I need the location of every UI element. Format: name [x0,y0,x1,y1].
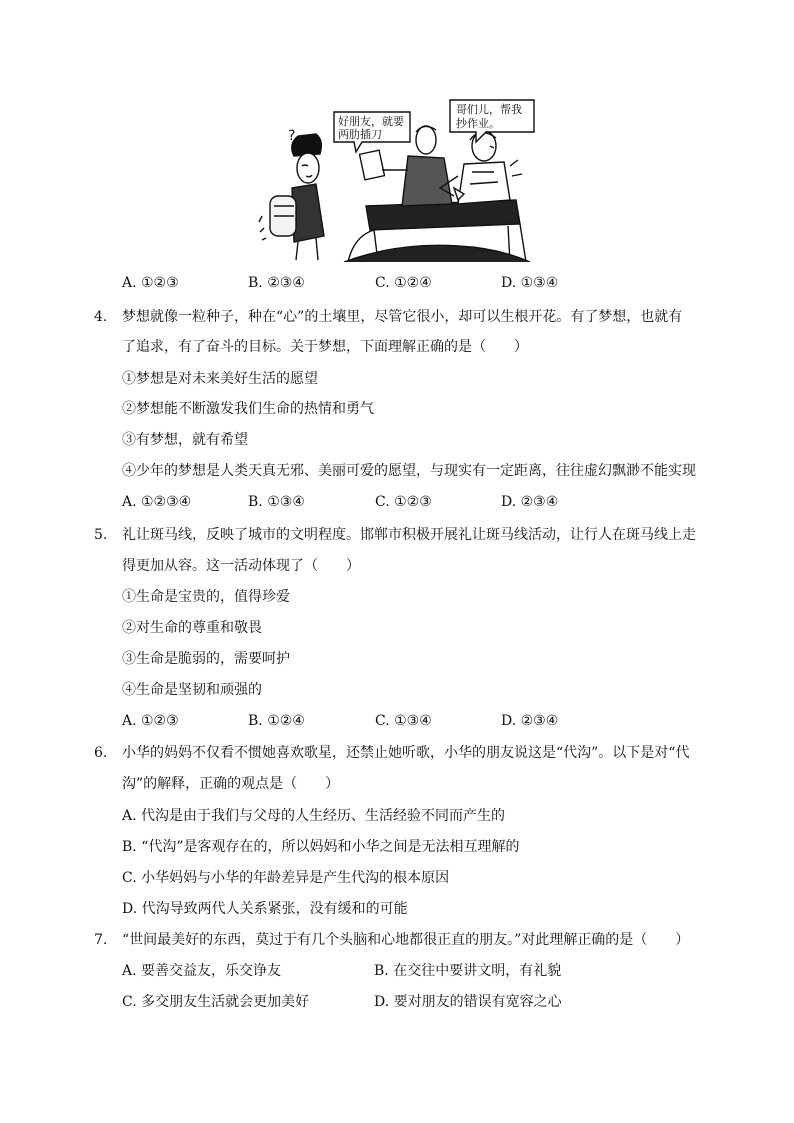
q6-option-c: C. 小华妈妈与小华的年龄差异是产生代沟的根本原因 [122,870,450,886]
q7-stem: “世间最美好的东西，莫过于有几个头脑和心地都很正直的朋友。”对此理解正确的是（ ） [122,932,690,948]
confused-boy-figure [259,134,324,260]
bubble-right-line-2: 抄作业。 [456,117,500,130]
q6-option-a: A. 代沟是由于我们与父母的人生经历、生活经验不同而产生的 [122,808,506,824]
q7-option-a: A. 要善交益友，乐交诤友 [122,963,282,979]
q4-stem-line-1: 梦想就像一粒种子，种在“心”的土壤里，尽管它很小，却可以生根开花。有了梦想，也就有 [122,309,683,325]
q5-statement-4: ④生命是坚韧和顽强的 [122,682,262,698]
q7-number: 7. [94,932,108,948]
cartoon-illustration [258,96,536,262]
q5-statement-3: ③生命是脆弱的，需要呵护 [122,651,290,667]
bubble-left-line-2: 两肋插刀 [338,128,382,141]
q3-option-a: A. ①②③ [122,275,179,291]
q4-option-c: C. ①②③ [375,494,432,510]
q5-statement-1: ①生命是宝贵的，值得珍爱 [122,589,290,605]
q4-statement-1: ①梦想是对未来美好生活的愿望 [122,371,318,387]
bubble-right-line-1: 哥们儿，帮我 [456,103,522,116]
q7-option-d: D. 要对朋友的错误有宽容之心 [374,994,562,1010]
q7-option-c: C. 多交朋友生活就会更加美好 [122,994,310,1010]
q4-number: 4. [94,309,108,325]
q4-option-d: D. ②③④ [501,494,559,510]
q5-number: 5. [94,527,108,543]
q6-number: 6. [94,745,108,761]
q7-option-b: B. 在交往中要讲文明，有礼貌 [374,963,562,979]
q3-option-c: C. ①②④ [375,275,432,291]
question-mark-glyph: ? [288,128,296,144]
q4-option-b: B. ①③④ [248,494,305,510]
q6-option-b: B. “代沟”是客观存在的，所以妈妈和小华之间是无法相互理解的 [122,839,520,855]
q4-statement-3: ③有梦想，就有希望 [122,432,248,448]
q5-stem-line-2: 得更加从容。这一活动体现了（ ） [122,558,360,574]
q3-option-d: D. ①③④ [501,275,559,291]
q5-stem-line-1: 礼让斑马线，反映了城市的文明程度。邯郸市积极开展礼让斑马线活动，让行人在斑马线上走 [122,527,696,543]
bubble-left-line-1: 好朋友，就要 [338,115,404,128]
q6-stem-line-1: 小华的妈妈不仅看不惯她喜欢歌星，还禁止她听歌，小华的朋友说这是“代沟”。以下是对“代 [122,745,690,761]
q4-option-a: A. ①②③④ [122,494,192,510]
q3-option-b: B. ②③④ [248,275,305,291]
q4-stem-line-2: 了追求，有了奋斗的目标。关于梦想，下面理解正确的是（ ） [122,339,528,355]
q5-statement-2: ②对生命的尊重和敬畏 [122,620,262,636]
q5-option-a: A. ①②③ [122,713,179,729]
q4-statement-2: ②梦想能不断激发我们生命的热情和勇气 [122,401,374,417]
q6-option-d: D. 代沟导致两代人关系紧张，没有缓和的可能 [122,901,408,917]
q4-statement-4: ④少年的梦想是人类天真无邪、美丽可爱的愿望，与现实有一定距离，往往虚幻飘渺不能实现 [122,463,696,479]
right-friend-figure [440,131,522,204]
q5-option-d: D. ②③④ [501,713,559,729]
q6-stem-line-2: 沟”的解释，正确的观点是（ ） [122,776,340,792]
q5-option-b: B. ①②④ [248,713,305,729]
q5-option-c: C. ①③④ [375,713,432,729]
desk-drawing [344,200,530,262]
